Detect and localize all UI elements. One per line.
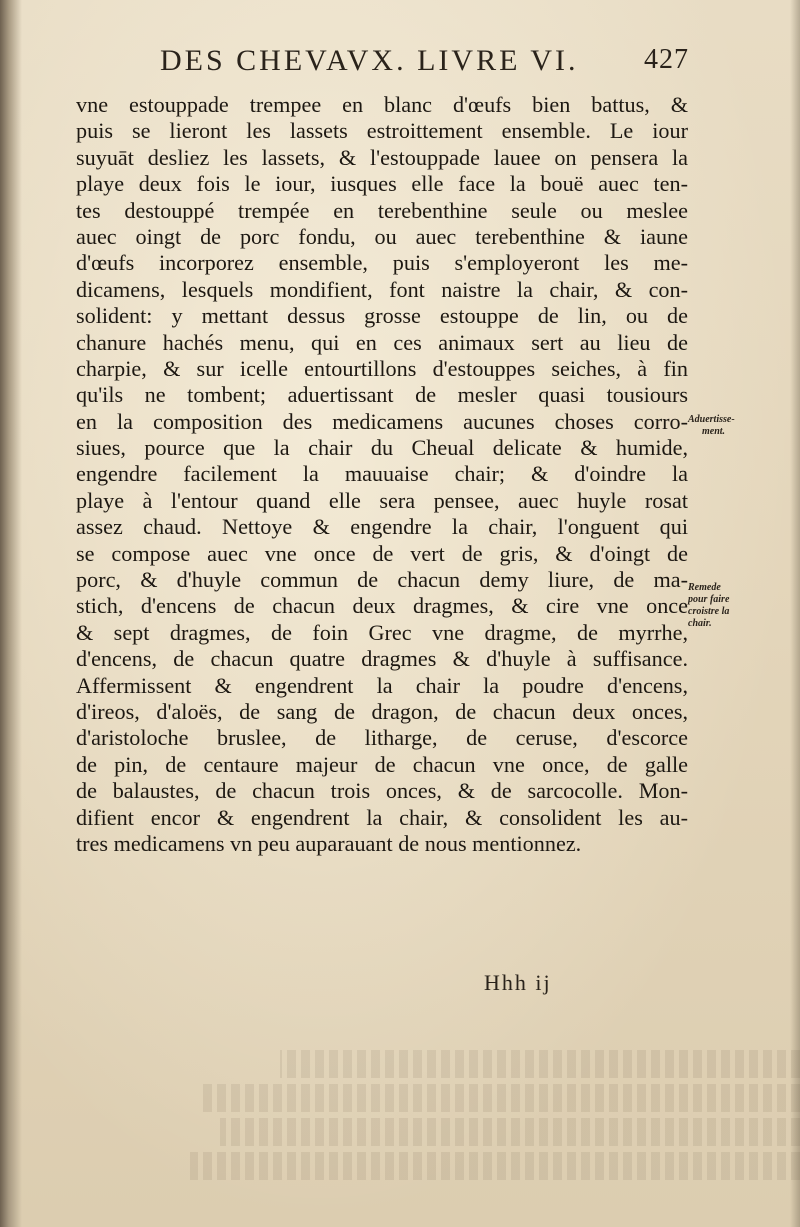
verso-show-through [120,1050,800,1227]
text-line: assez chaud. Nettoye & engendre la chair, l'onguent qui [76,514,688,540]
text-line: chanure hachés menu, qui en ces animaux sert au lieu de [76,329,688,355]
text-line: se compose auec vne once de vert de gris, & d'oingt de [76,540,688,566]
text-line: auec oingt de porc fondu, ou auec terebenthine & iaune [76,223,688,249]
text-line: suyuāt desliez les lassets, & l'estouppade lauee on pensera la [76,144,688,170]
text-line: siues, pource que la chair du Cheual delicate & humide, [76,435,688,461]
text-line: engendre facilement la mauuaise chair; & d'oindre la [76,461,688,487]
margin-note-aduertissement [688,414,735,438]
margin-note-line: chair. [688,618,712,629]
text-line: puis se lieront les lassets estroittement ensemble. Le iour [76,118,688,144]
binding-shadow [0,0,22,1227]
text-line: playe à l'entour quand elle sera pensee, auec huyle rosat [76,487,688,513]
page-number: 427 [644,44,689,75]
text-line: d'aristoloche bruslee, de litharge, de ceruse, d'escorce [76,725,688,751]
text-line: stich, d'encens de chacun deux dragmes, & cire vne once [76,593,688,619]
text-line: d'ireos, d'aloës, de sang de dragon, de chacun deux onces, [76,698,688,724]
margin-note-line: Remede [688,582,721,593]
text-line: charpie, & sur icelle entourtillons d'estouppes seiches, à fin [76,355,688,381]
text-line: tres medicamens vn peu auparauant de nous mentionnez. [76,830,582,856]
text-line: playe deux fois le iour, iusques elle face la bouë auec ten- [76,171,688,197]
margin-note-line: Aduertisse- [688,414,735,425]
text-line: de balaustes, de chacun trois onces, & de sarcocolle. Mon- [76,778,688,804]
text-line: dicamens, lesquels mondifient, font naistre la chair, & con- [76,276,688,302]
margin-note-line: pour faire [688,594,730,605]
running-head-title: DES CHEVAVX. LIVRE VI. [160,44,579,77]
text-line: d'encens, de chacun quatre dragmes & d'huyle à suffisance. [76,646,688,672]
page-edge-shadow [790,0,800,1227]
margin-note-line: ment. [702,426,726,437]
running-head [160,44,720,84]
margin-note-line: croistre la [688,606,730,617]
text-line: solident: y mettant dessus grosse estouppe de lin, ou de [76,303,688,329]
text-line: porc, & d'huyle commun de chacun demy liure, de ma- [76,567,688,593]
text-line: Affermissent & engendrent la chair la poudre d'encens, [76,672,688,698]
body-text [76,92,688,857]
text-line: en la composition des medicamens aucunes choses corro- [76,408,688,434]
text-line: difient encor & engendrent la chair, & consolident les au- [76,804,688,830]
text-line: tes destouppé trempée en terebenthine seule ou meslee [76,197,688,223]
text-line: d'œufs incorporez ensemble, puis s'employeront les me- [76,250,688,276]
text-line: qu'ils ne tombent; aduertissant de mesler quasi tousiours [76,382,688,408]
signature-mark: Hhh ij [484,970,552,995]
text-line: de pin, de centaure majeur de chacun vne once, de galle [76,751,688,777]
text-line: vne estouppade trempee en blanc d'œufs bien battus, & [76,92,688,117]
margin-note-remede [688,582,729,630]
text-line: & sept dragmes, de foin Grec vne dragme, de myrrhe, [76,619,688,645]
